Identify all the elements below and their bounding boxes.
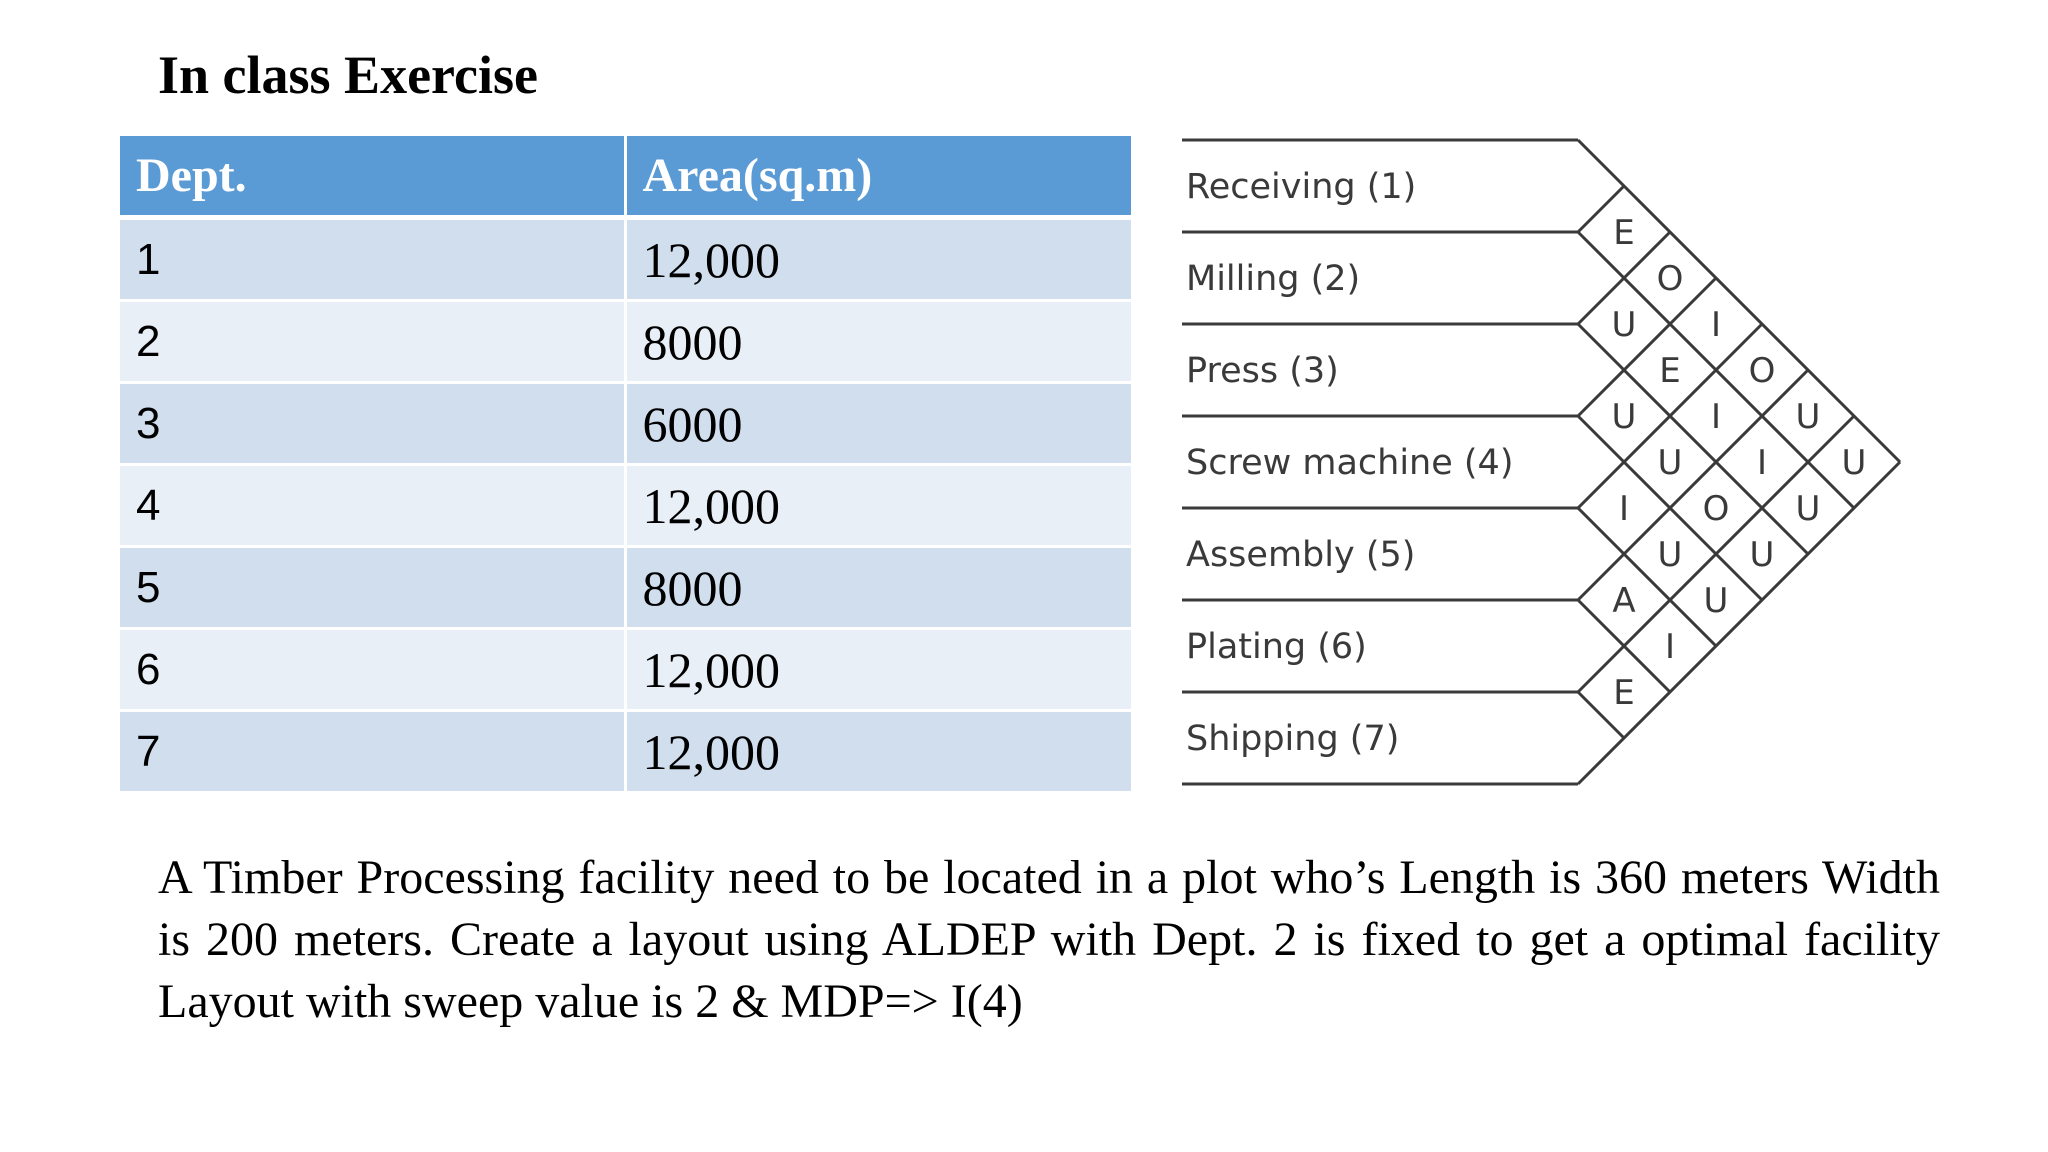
relationship-code: E: [1613, 213, 1635, 253]
header-area: Area(sq.m): [625, 136, 1131, 218]
header-dept: Dept.: [120, 136, 625, 218]
relationship-code: U: [1795, 489, 1821, 529]
department-label: Milling (2): [1186, 259, 1361, 299]
relationship-code: U: [1703, 581, 1729, 621]
table-header-row: [120, 136, 1131, 218]
dept-cell: 1: [120, 218, 625, 301]
dept-cell: 3: [120, 383, 625, 465]
area-cell: 8000: [625, 301, 1131, 383]
relationship-code: A: [1612, 581, 1636, 621]
area-cell: 12,000: [625, 465, 1131, 547]
table-row: [120, 218, 1131, 301]
relationship-code: U: [1657, 443, 1683, 483]
department-label: Press (3): [1186, 351, 1339, 391]
diagonal-line: [1578, 508, 1716, 646]
department-label: Shipping (7): [1186, 719, 1400, 759]
problem-statement: A Timber Processing facility need to be located in a plot who’s Length is 360 meters Width is 200 meters. Create a layout using ALDEP with Dept. 2 is fixed to get a optimal facility Layout with sweep value is 2 & MDP=> I(4): [158, 851, 1940, 1028]
table-row: [120, 383, 1131, 465]
relationship-code: O: [1748, 351, 1776, 391]
dept-cell: 6: [120, 629, 625, 711]
relationship-code: I: [1710, 305, 1722, 345]
relationship-code: O: [1702, 489, 1730, 529]
area-cell: 12,000: [625, 218, 1131, 301]
table-row: [120, 711, 1131, 793]
department-label: Receiving (1): [1186, 167, 1417, 207]
area-cell: 12,000: [625, 711, 1131, 793]
area-cell: 12,000: [625, 629, 1131, 711]
relationship-code: U: [1795, 397, 1821, 437]
relationship-code: U: [1749, 535, 1775, 575]
relationship-code: E: [1613, 673, 1635, 713]
relationship-code: I: [1664, 627, 1676, 667]
department-label: Plating (6): [1186, 627, 1367, 667]
slide-title: In class Exercise: [158, 45, 538, 105]
relationship-code: U: [1611, 305, 1637, 345]
table-row: [120, 629, 1131, 711]
table-row: [120, 547, 1131, 629]
dept-cell: 2: [120, 301, 625, 383]
department-area-table: [120, 136, 1131, 794]
relationship-code: I: [1710, 397, 1722, 437]
relationship-code: I: [1618, 489, 1630, 529]
relationship-code: U: [1657, 535, 1683, 575]
relationship-chart: [1160, 130, 1940, 790]
table-row: [120, 301, 1131, 383]
department-label: Assembly (5): [1186, 535, 1416, 575]
department-label: Screw machine (4): [1186, 443, 1514, 483]
relationship-code: I: [1756, 443, 1768, 483]
relationship-code: U: [1841, 443, 1867, 483]
area-cell: 8000: [625, 547, 1131, 629]
table-row: [120, 465, 1131, 547]
dept-cell: 5: [120, 547, 625, 629]
relationship-code: O: [1656, 259, 1684, 299]
area-cell: 6000: [625, 383, 1131, 465]
dept-cell: 7: [120, 711, 625, 793]
diagonal-line: [1578, 278, 1716, 416]
relationship-code: E: [1659, 351, 1681, 391]
relationship-code: U: [1611, 397, 1637, 437]
dept-cell: 4: [120, 465, 625, 547]
